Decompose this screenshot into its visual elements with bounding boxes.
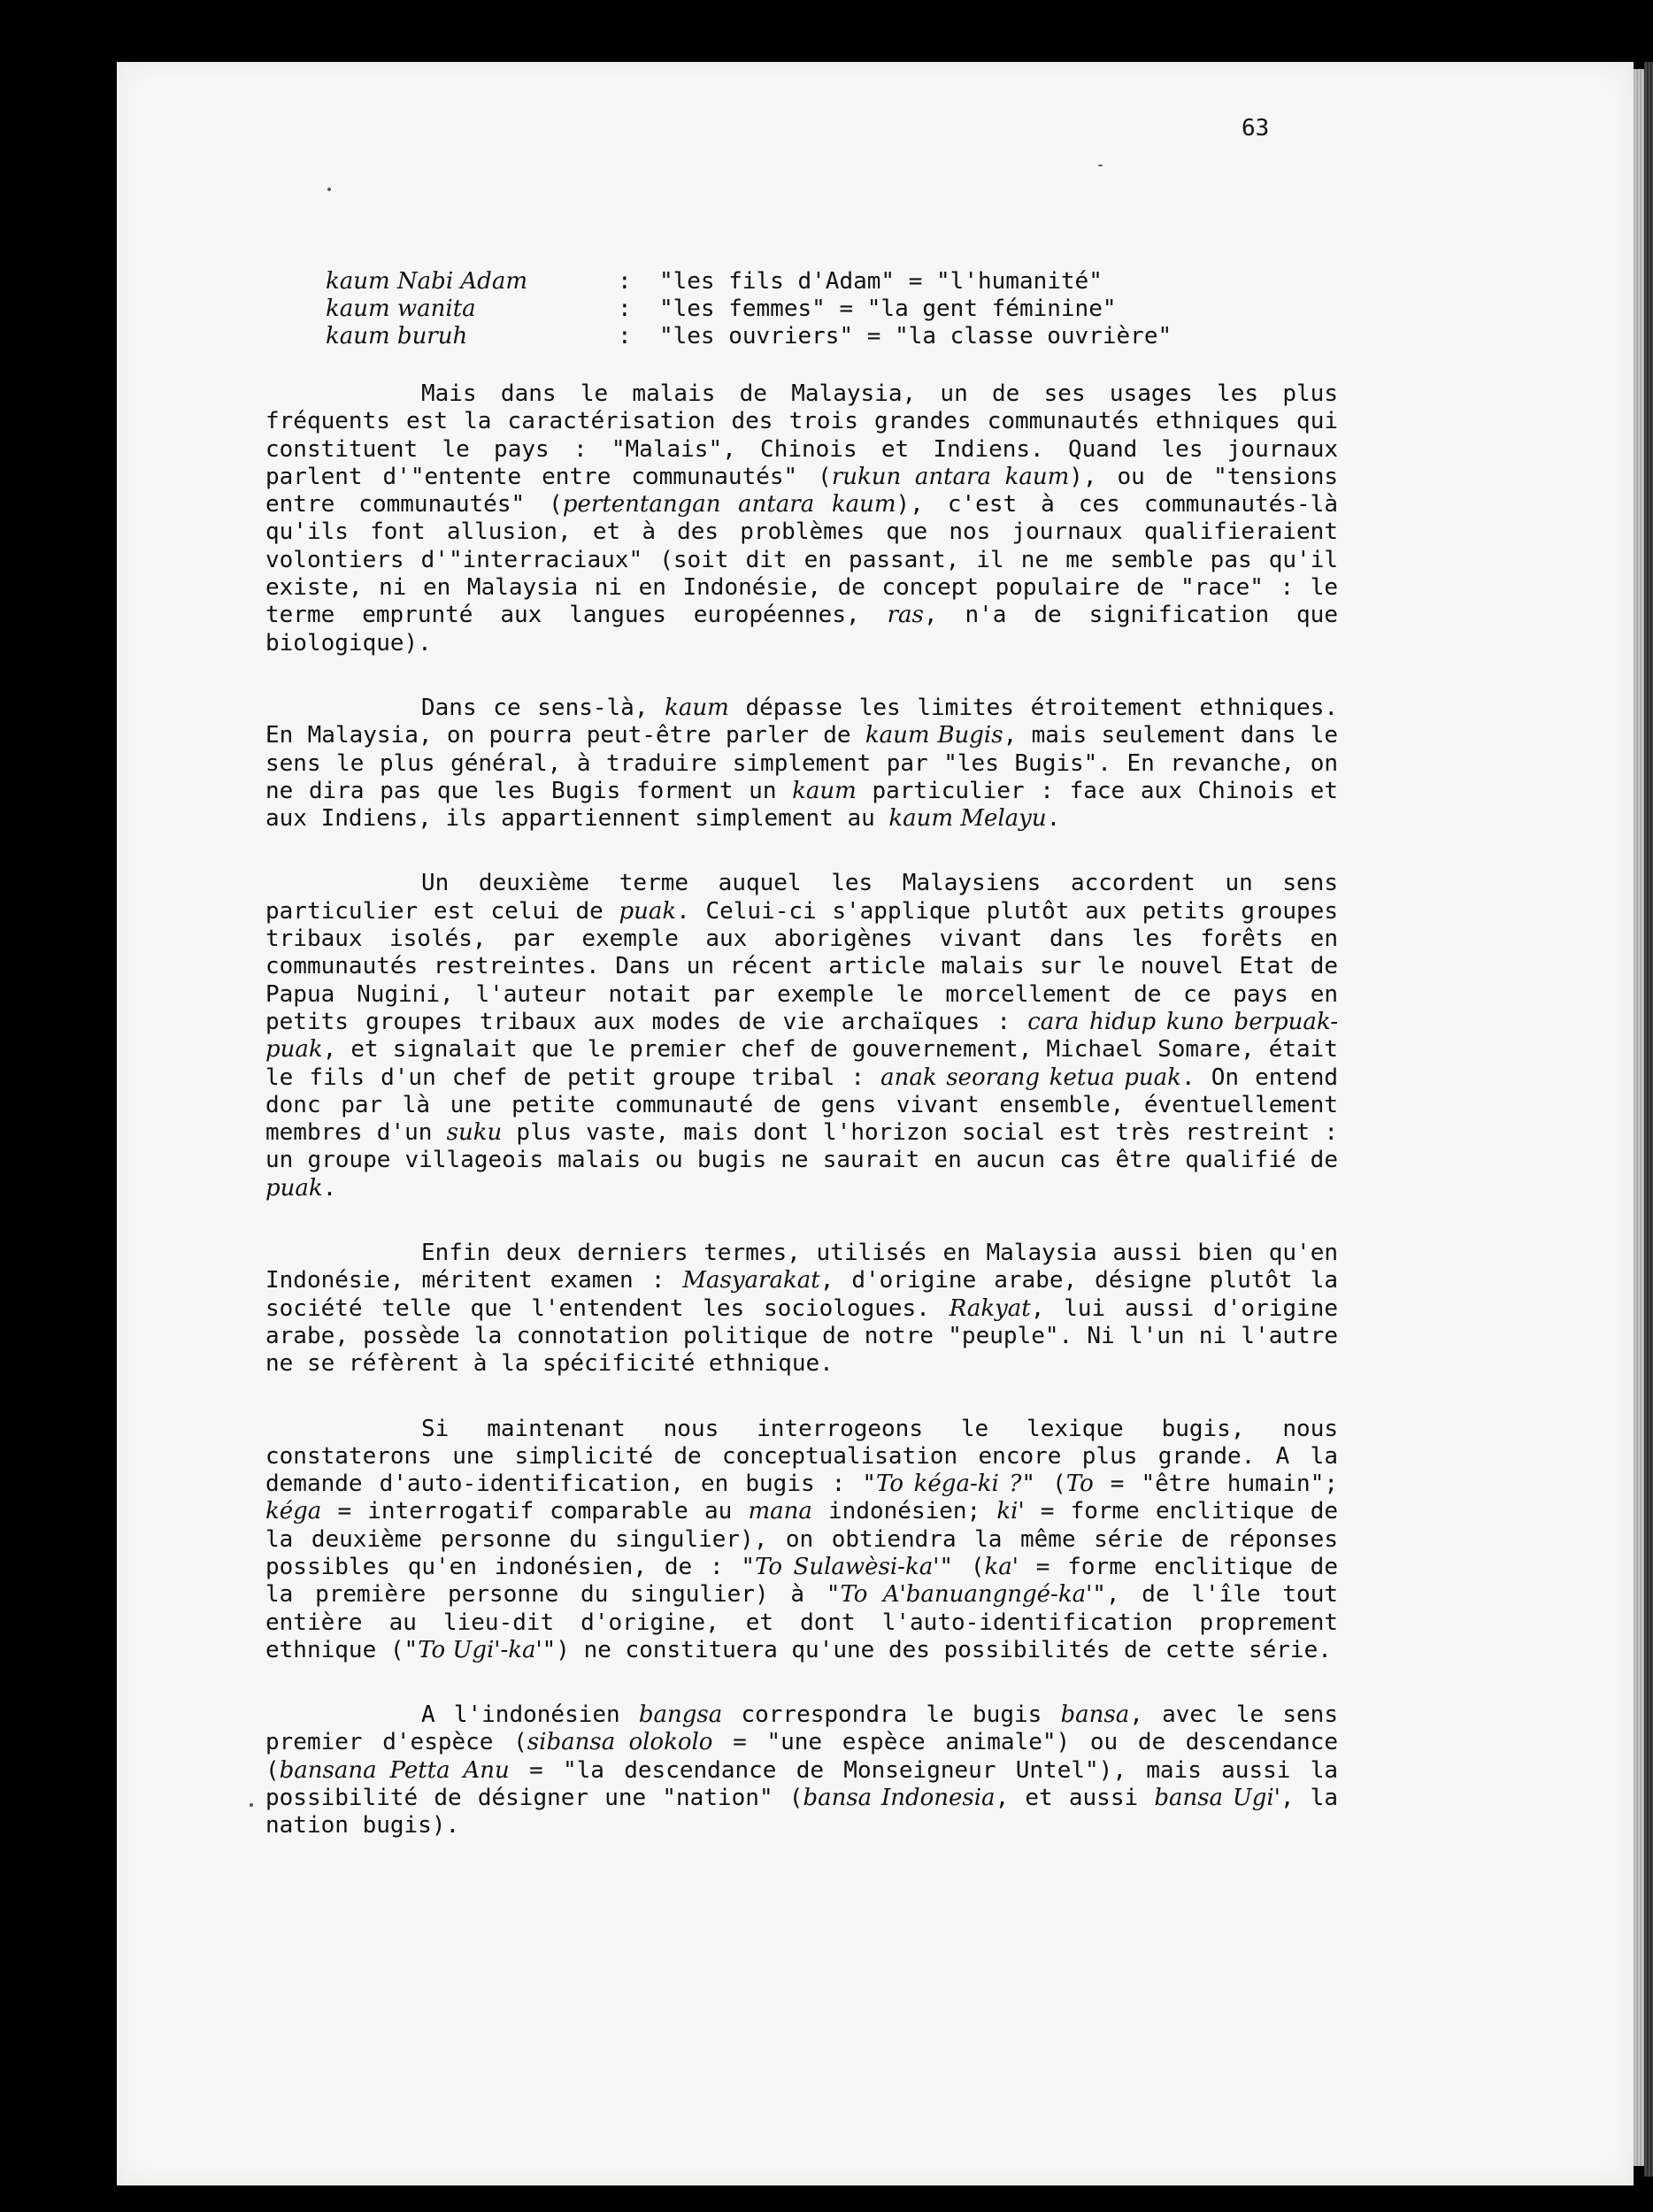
paragraph-bugis-lexicon: Si maintenant nous interrogeons le lexique bugis, nous constaterons une simplicité de conceptualisation encore plus grande. A la demande d'auto-identification, en bugis : "To kéga-ki ?" (To = "être humain"; kéga = interrogatif comparable au mana indonésien; ki' = forme enclitique de la deuxième personne du singulier), on obtiendra la même série de réponses possibles qu'en indonésien, de : "To Sulawèsi-ka'" (ka' = forme enclitique de la première personne du singulier) à "To A'banuangngé-ka'", de l'île tout entière au lieu-dit d'origine, et dont l'auto-identification proprement ethnique ("To Ugi'-ka'") ne constituera qu'une des possibilités de cette série. xyxy=(265,1415,1339,1663)
paragraph-masyarakat-rakyat: Enfin deux derniers termes, utilisés en Malaysia aussi bien qu'en Indonésie, méritent examen : Masyarakat, d'origine arabe, désigne plutôt la société telle que l'entendent les sociologues. Rakyat, lui aussi d'origine arabe, possède la connotation politique de notre "peuple". Ni l'un ni l'autre ne se réfèrent à la spécificité ethnique. xyxy=(265,1240,1338,1378)
definition-meaning: : "les femmes" = "la gent féminine" xyxy=(618,296,1117,322)
page-body xyxy=(265,268,1338,1878)
definition-meaning: : "les ouvriers" = "la classe ouvrière" xyxy=(618,323,1172,349)
definition-row xyxy=(265,323,1338,350)
definition-row xyxy=(265,296,1338,323)
speck xyxy=(327,188,331,191)
definition-term: kaum buruh xyxy=(326,323,468,349)
definition-term: kaum wanita xyxy=(326,296,476,322)
speck xyxy=(1098,165,1103,166)
page-number: 63 xyxy=(1242,115,1270,142)
definition-term: kaum Nabi Adam xyxy=(326,268,527,295)
book-edge xyxy=(1644,62,1653,2177)
definition-row xyxy=(265,268,1338,296)
definition-meaning: : "les fils d'Adam" = "l'humanité" xyxy=(618,268,1103,295)
paragraph-puak: Un deuxième terme auquel les Malaysiens accordent un sens particulier est celui de puak. Celui-ci s'applique plutôt aux petits groupes tribaux isolés, par exemple aux aborigènes vivant dans les forêts en communautés restreintes. Dans un récent article malais sur le nouvel Etat de Papua Nugini, l'auteur notait par exemple le morcellement de ce pays en petits groupes tribaux aux modes de vie archaïques : cara hidup kuno berpuak-puak, et signalait que le premier chef de gouvernement, Michael Somare, était le fils d'un chef de petit groupe tribal : anak seorang ketua puak. On entend donc par là une petite communauté de gens vivant ensemble, éventuellement membres d'un suku plus vaste, mais dont l'horizon social est très restreint : un groupe villageois malais ou bugis ne saurait en aucun cas être qualifié de puak. xyxy=(265,870,1339,1202)
definition-list xyxy=(265,268,1338,350)
paragraph-bangsa: A l'indonésien bangsa correspondra le bugis bansa, avec le sens premier d'espèce (sibansa olokolo = "une espèce animale") ou de descendance (bansana Petta Anu = "la descendance de Monseigneur Untel"), mais aussi la possibilité de désigner une "nation" (bansa Indonesia, et aussi bansa Ugi', la nation bugis). xyxy=(265,1701,1338,1839)
paragraph-kaum-limits: Dans ce sens-là, kaum dépasse les limites étroitement ethniques. En Malaysia, on pourra peut-être parler de kaum Bugis, mais seulement dans le sens le plus général, à traduire simplement par "les Bugis". En revanche, on ne dira pas que les Bugis forment un kaum particulier : face aux Chinois et aux Indiens, ils appartiennent simplement au kaum Melayu. xyxy=(265,694,1339,833)
paragraph-kaum-malaysia: Mais dans le malais de Malaysia, un de ses usages les plus fréquents est la caractérisation des trois grandes communautés ethniques qui constituent le pays : "Malais", Chinois et Indiens. Quand les journaux parlent d'"entente entre communautés" (rukun antara kaum), ou de "tensions entre communautés" (pertentangan antara kaum), c'est à ces communautés-là qu'ils font allusion, et à des problèmes que nos journaux qualifieraient volontiers d'"interraciaux" (soit dit en passant, il ne me semble pas qu'il existe, ni en Malaysia ni en Indonésie, de concept populaire de "race" : le terme emprunté aux langues européennes, ras, n'a de signification que biologique). xyxy=(265,380,1338,657)
speck xyxy=(250,1803,253,1807)
